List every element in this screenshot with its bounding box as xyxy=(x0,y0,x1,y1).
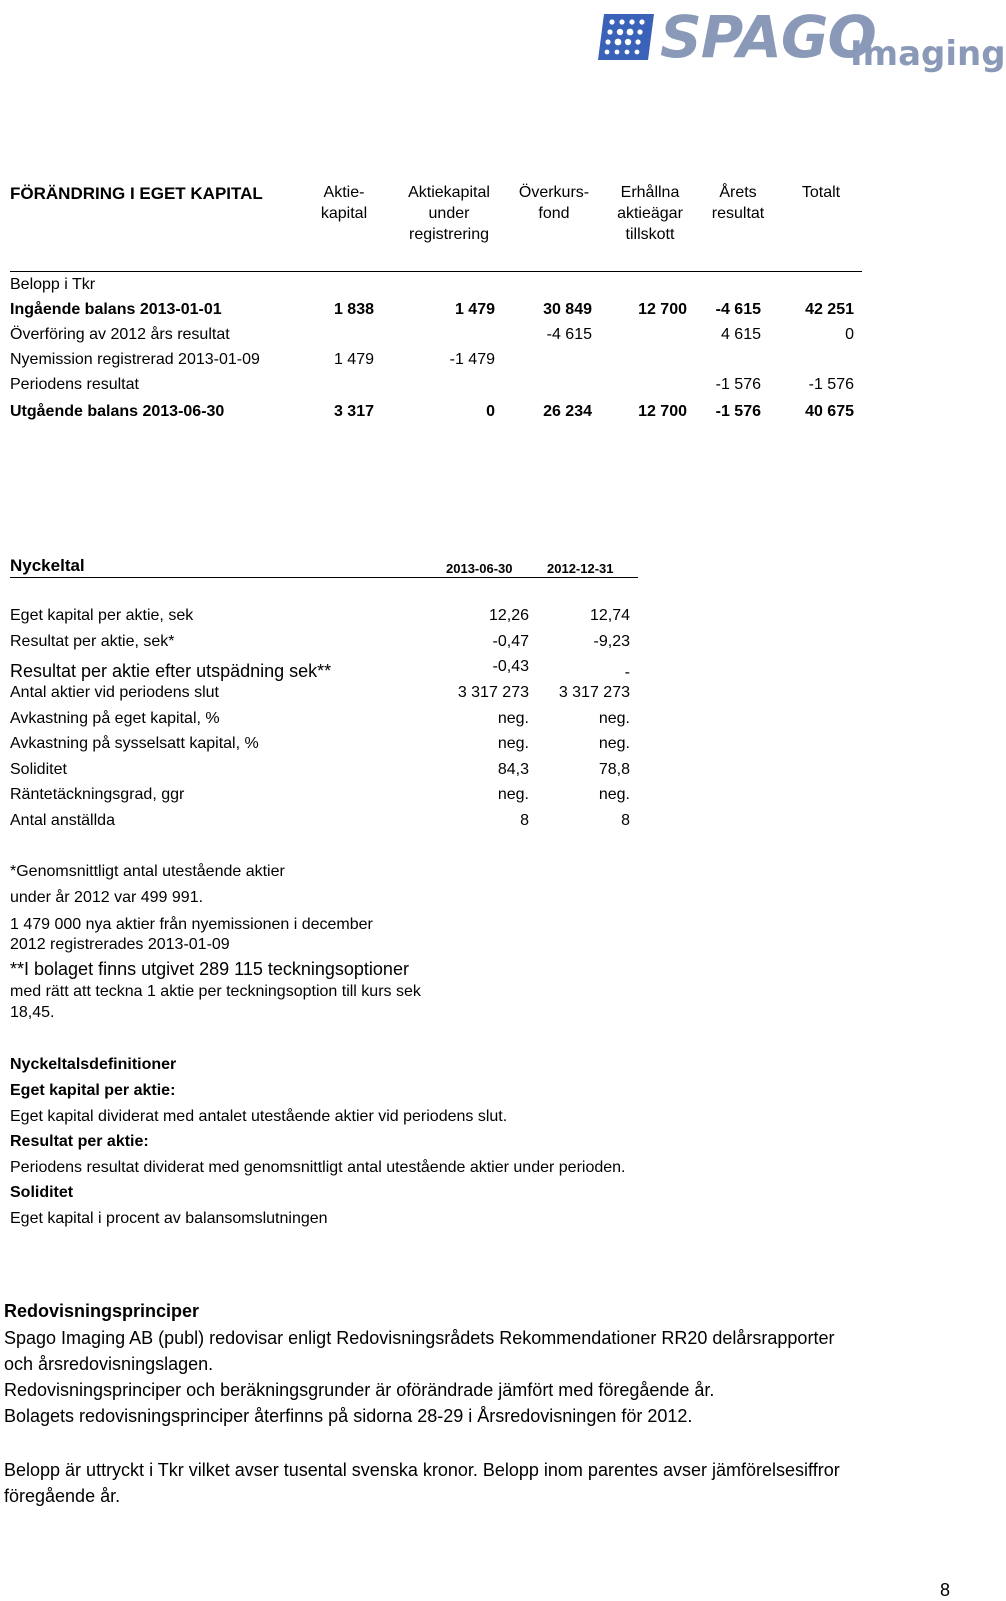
keyfigures-title: Nyckeltal xyxy=(10,556,85,575)
definition-text: Eget kapital dividerat med antalet utestående aktier vid periodens slut. xyxy=(10,1108,508,1125)
col-header-share-premium: Överkurs- fond xyxy=(518,184,590,222)
policies-line: och årsredovisningslagen. xyxy=(4,1354,214,1374)
logo-subtitle: Imaging xyxy=(850,34,1006,74)
equity-title: FÖRÄNDRING I EGET KAPITAL xyxy=(10,184,263,203)
policies-note-line: Belopp är uttryckt i Tkr vilket avser tusental svenska kronor. Belopp inom parentes avser jämförelsesiffror xyxy=(4,1460,840,1480)
col-header-year-result: Årets resultat xyxy=(711,184,765,222)
footnote-line: 2012 registrerades 2013-01-09 xyxy=(10,936,230,953)
keyfigures-col1-header: 2013-06-30 xyxy=(446,561,513,576)
table-row: Periodens resultat -1 576 -1 576 xyxy=(10,376,854,393)
policies-line: Bolagets redovisningsprinciper återfinns på sidorna 28-29 i Årsredovisningen för 2012. xyxy=(4,1406,693,1426)
policies-title: Redovisningsprinciper xyxy=(4,1301,200,1321)
table-row: Soliditet 84,3 78,8 xyxy=(10,761,630,778)
col-header-shareholder-contributions: Erhållna aktieägar tillskott xyxy=(617,184,683,243)
footnote-line: 18,45. xyxy=(10,1004,55,1021)
table-row: Resultat per aktie, sek* -0,47 -9,23 xyxy=(10,633,630,650)
equity-unit-label: Belopp i Tkr xyxy=(10,276,96,293)
table-row: Överföring av 2012 års resultat -4 615 4 615 0 xyxy=(10,326,854,343)
footnote-line: 1 479 000 nya aktier från nyemissionen i december xyxy=(10,916,373,933)
equity-header-rule xyxy=(10,271,862,272)
table-row: Resultat per aktie efter utspädning sek** -0,43 - xyxy=(10,658,630,681)
page-number: 8 xyxy=(939,1580,950,1600)
col-header-total: Totalt xyxy=(801,184,841,201)
table-row: Räntetäckningsgrad, ggr neg. neg. xyxy=(10,786,630,803)
table-row: Antal anställda 8 8 xyxy=(10,812,630,829)
policies-line: Redovisningsprinciper och beräkningsgrunder är oförändrade jämfört med föregående år. xyxy=(4,1380,715,1400)
policies-note-line: föregående år. xyxy=(4,1486,121,1506)
logo-wordmark: SPAGO xyxy=(660,3,876,71)
definition-term: Eget kapital per aktie: xyxy=(10,1082,176,1099)
definition-text: Eget kapital i procent av balansomslutningen xyxy=(10,1210,328,1227)
table-row: Ingående balans 2013-01-01 1 838 1 479 30 849 12 700 -4 615 42 251 xyxy=(10,301,854,318)
definition-text: Periodens resultat dividerat med genomsnittligt antal utestående aktier under perioden. xyxy=(10,1159,626,1176)
definition-term: Resultat per aktie: xyxy=(10,1133,149,1150)
definition-term: Soliditet xyxy=(10,1184,74,1201)
footnote-line: *Genomsnittligt antal utestående aktier xyxy=(10,863,285,880)
keyfigures-header-rule xyxy=(10,577,638,578)
table-row: Utgående balans 2013-06-30 3 317 0 26 234 12 700 -1 576 40 675 xyxy=(10,403,854,420)
table-row: Eget kapital per aktie, sek 12,26 12,74 xyxy=(10,607,630,624)
col-header-capital-under-registration: Aktiekapital under registrering xyxy=(408,184,490,243)
table-row: Antal aktier vid periodens slut 3 317 273 3 317 273 xyxy=(10,684,630,701)
table-row: Avkastning på eget kapital, % neg. neg. xyxy=(10,710,630,727)
spago-logo-icon xyxy=(598,8,658,66)
definitions-title: Nyckeltalsdefinitioner xyxy=(10,1056,177,1073)
table-row: Nyemission registrerad 2013-01-09 1 479 -1 479 xyxy=(10,351,495,368)
company-logo xyxy=(598,3,1006,74)
col-header-share-capital: Aktie- kapital xyxy=(320,184,368,222)
footnote-line: med rätt att teckna 1 aktie per teckningsoption till kurs sek xyxy=(10,983,421,1000)
table-row: Avkastning på sysselsatt kapital, % neg. neg. xyxy=(10,735,630,752)
policies-line: Spago Imaging AB (publ) redovisar enligt Redovisningsrådets Rekommendationer RR20 delårsrapporter xyxy=(4,1328,835,1348)
footnote-line: under år 2012 var 499 991. xyxy=(10,889,204,906)
footnote-line: **I bolaget finns utgivet 289 115 teckningsoptioner xyxy=(10,959,409,979)
keyfigures-col2-header: 2012-12-31 xyxy=(547,561,614,576)
